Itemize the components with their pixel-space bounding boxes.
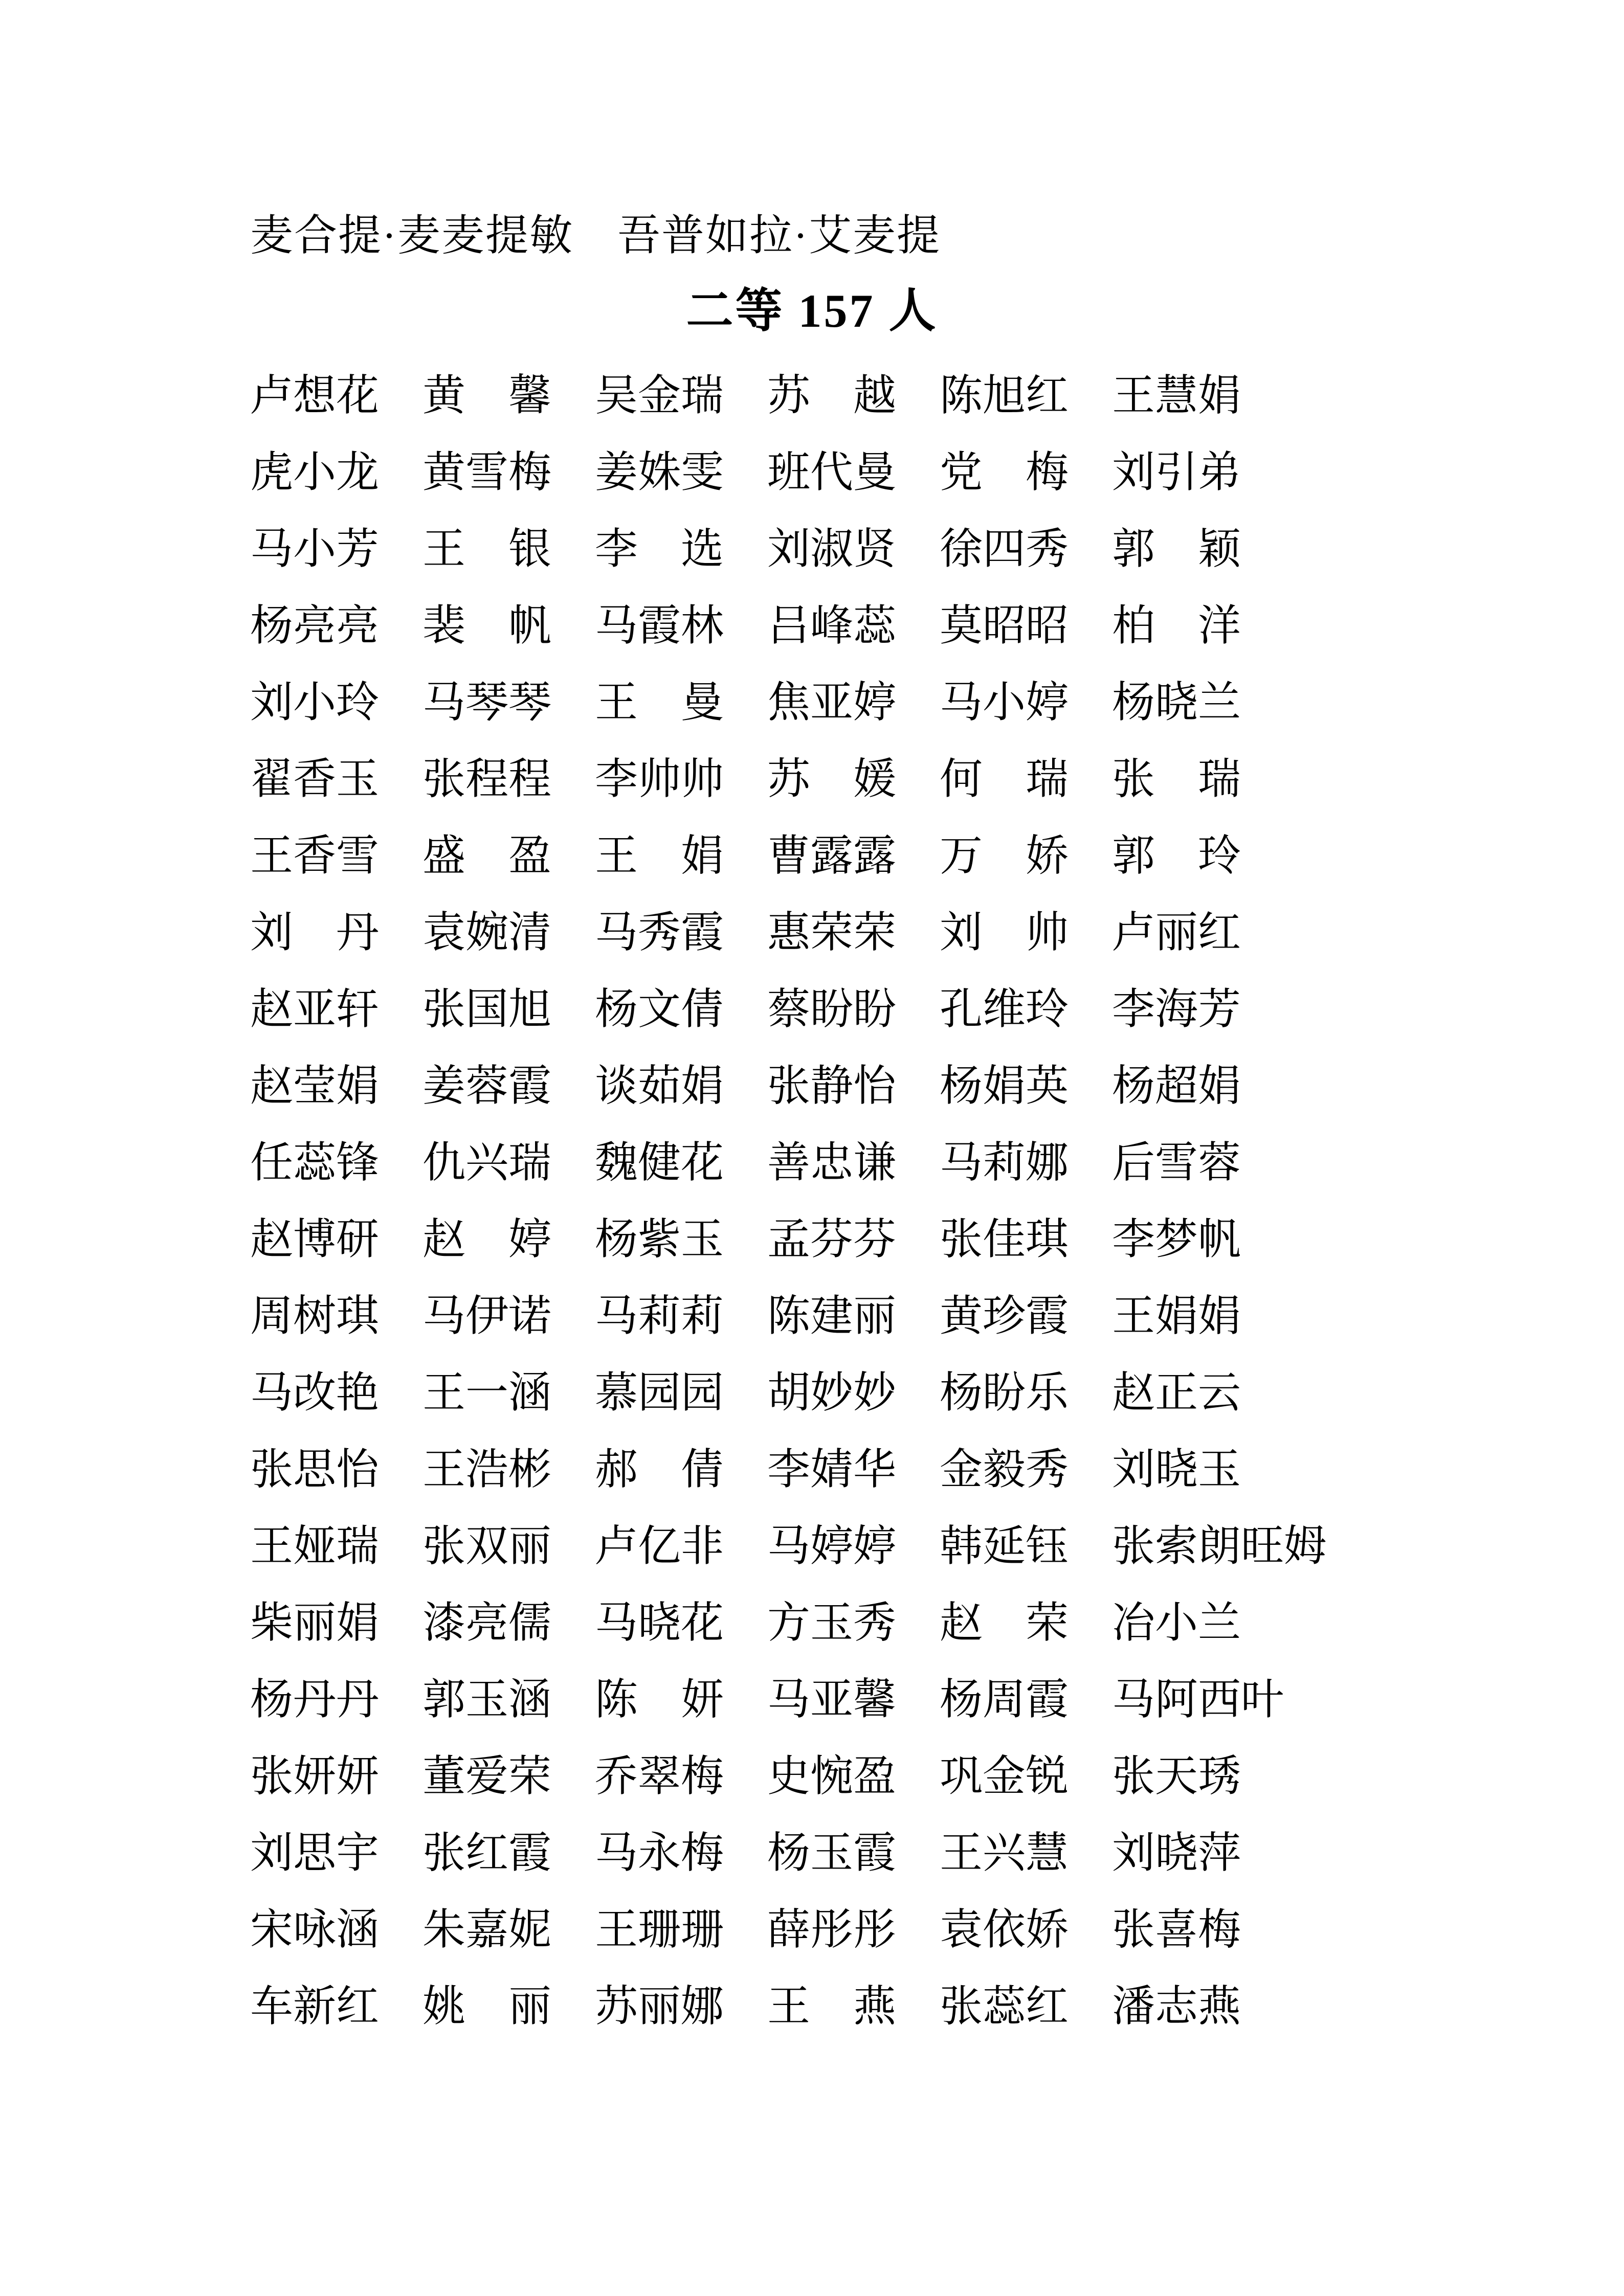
person-name: 任蕊锋 <box>250 1139 380 1187</box>
person-name: 杨超娟 <box>1112 1063 1241 1110</box>
person-name: 王娟娟 <box>1112 1293 1241 1340</box>
person-name: 黄雪梅 <box>422 449 552 497</box>
name-row <box>250 1355 1624 1432</box>
person-name: 党 梅 <box>940 449 1069 497</box>
person-name: 马改艳 <box>250 1369 380 1417</box>
person-name: 赵 荣 <box>940 1600 1069 1647</box>
person-name: 姜姝雯 <box>595 449 724 497</box>
name-row <box>250 1509 1624 1585</box>
name-row <box>250 1969 1624 2045</box>
person-name: 王一涵 <box>422 1369 552 1417</box>
person-name: 赵 婷 <box>422 1216 552 1264</box>
person-name: 王香雪 <box>250 832 380 880</box>
name-row <box>250 358 1624 435</box>
person-name: 刘小玲 <box>250 679 380 727</box>
name-row <box>250 1125 1624 1202</box>
person-name: 马莉莉 <box>595 1293 724 1340</box>
person-name: 刘晓萍 <box>1112 1830 1241 1877</box>
person-name: 苏 媛 <box>767 756 897 803</box>
person-name: 杨紫玉 <box>595 1216 724 1264</box>
person-name: 陈 妍 <box>595 1676 724 1724</box>
person-name: 仇兴瑞 <box>422 1139 552 1187</box>
person-name: 杨娟英 <box>940 1063 1069 1110</box>
person-name: 潘志燕 <box>1112 1983 1241 2031</box>
person-name: 马秀霞 <box>595 909 724 957</box>
person-name: 柴丽娟 <box>250 1600 380 1647</box>
name-row <box>250 511 1624 588</box>
person-name: 郭 玲 <box>1112 832 1241 880</box>
person-name: 朱嘉妮 <box>422 1906 552 1954</box>
person-name: 张喜梅 <box>1112 1906 1241 1954</box>
name-row <box>250 1739 1624 1815</box>
person-name: 卢丽红 <box>1112 909 1241 957</box>
header-names-line: 麦合提·麦麦提敏 吾普如拉·艾麦提 <box>250 212 941 260</box>
person-name: 卢想花 <box>250 372 380 420</box>
person-name: 陈建丽 <box>767 1293 897 1340</box>
person-name: 赵亚轩 <box>250 986 380 1033</box>
person-name: 孟芬芬 <box>767 1216 897 1264</box>
person-name: 刘思宇 <box>250 1830 380 1877</box>
person-name: 张 瑞 <box>1112 756 1241 803</box>
person-name: 张佳琪 <box>940 1216 1069 1264</box>
person-name: 惠荣荣 <box>767 909 897 957</box>
person-name: 郝 倩 <box>595 1446 724 1494</box>
person-name: 谈茹娟 <box>595 1063 724 1110</box>
person-name: 万 娇 <box>940 832 1069 880</box>
person-name: 马霞林 <box>595 602 724 650</box>
person-name: 刘晓玉 <box>1112 1446 1241 1494</box>
person-name: 后雪蓉 <box>1112 1139 1241 1187</box>
person-name: 冶小兰 <box>1112 1600 1241 1647</box>
person-name: 金毅秀 <box>940 1446 1069 1494</box>
person-name: 姜蓉霞 <box>422 1063 552 1110</box>
person-name: 王珊珊 <box>595 1906 724 1954</box>
person-name: 陈旭红 <box>940 372 1069 420</box>
person-name: 王兴慧 <box>940 1830 1069 1877</box>
person-name: 黄 馨 <box>422 372 552 420</box>
name-row <box>250 1278 1624 1355</box>
person-name: 杨盼乐 <box>940 1369 1069 1417</box>
person-name: 马亚馨 <box>767 1676 897 1724</box>
person-name: 王娅瑞 <box>250 1523 380 1570</box>
person-name: 徐四秀 <box>940 526 1069 573</box>
person-name: 方玉秀 <box>767 1600 897 1647</box>
person-name: 赵正云 <box>1112 1369 1241 1417</box>
person-name: 马莉娜 <box>940 1139 1069 1187</box>
person-name: 曹露露 <box>767 832 897 880</box>
name-row <box>250 665 1624 741</box>
person-name: 袁依娇 <box>940 1906 1069 1954</box>
person-name: 漆亮儒 <box>422 1600 552 1647</box>
person-name: 马伊诺 <box>422 1293 552 1340</box>
person-name: 李梦帆 <box>1112 1216 1241 1264</box>
person-name: 车新红 <box>250 1983 380 2031</box>
person-name: 郭玉涵 <box>422 1676 552 1724</box>
person-name: 翟香玉 <box>250 756 380 803</box>
name-row <box>250 741 1624 818</box>
person-name: 莫昭昭 <box>940 602 1069 650</box>
person-name: 班代曼 <box>767 449 897 497</box>
person-name: 马婷婷 <box>767 1523 897 1570</box>
name-row <box>250 1585 1624 1662</box>
person-name: 郭 颖 <box>1112 526 1241 573</box>
person-name: 李婧华 <box>767 1446 897 1494</box>
person-name: 韩延钰 <box>940 1523 1069 1570</box>
name-row <box>250 1662 1624 1739</box>
person-name: 张静怡 <box>767 1063 897 1110</box>
person-name: 杨晓兰 <box>1112 679 1241 727</box>
person-name: 张妍妍 <box>250 1753 380 1800</box>
person-name: 王 娟 <box>595 832 724 880</box>
person-name: 马小婷 <box>940 679 1069 727</box>
person-name: 姚 丽 <box>422 1983 552 2031</box>
person-name: 张蕊红 <box>940 1983 1069 2031</box>
person-name: 慕园园 <box>595 1369 724 1417</box>
name-row <box>250 972 1624 1048</box>
person-name: 王 银 <box>422 526 552 573</box>
name-row <box>250 435 1624 511</box>
person-name: 王 燕 <box>767 1983 897 2031</box>
person-name: 吴金瑞 <box>595 372 724 420</box>
person-name: 刘淑贤 <box>767 526 897 573</box>
person-name: 焦亚婷 <box>767 679 897 727</box>
person-name: 刘引弟 <box>1112 449 1241 497</box>
name-row <box>250 1815 1624 1892</box>
person-name: 张双丽 <box>422 1523 552 1570</box>
person-name: 乔翠梅 <box>595 1753 724 1800</box>
person-name: 卢亿非 <box>595 1523 724 1570</box>
names-grid <box>250 358 1624 2045</box>
name-row <box>250 588 1624 665</box>
name-row <box>250 1892 1624 1969</box>
person-name: 袁婉清 <box>422 909 552 957</box>
person-name: 王浩彬 <box>422 1446 552 1494</box>
person-name: 蔡盼盼 <box>767 986 897 1033</box>
person-name: 巩金锐 <box>940 1753 1069 1800</box>
person-name: 马晓花 <box>595 1600 724 1647</box>
person-name: 刘 帅 <box>940 909 1069 957</box>
person-name: 苏 越 <box>767 372 897 420</box>
person-name: 张索朗旺姆 <box>1112 1523 1327 1570</box>
person-name: 杨亮亮 <box>250 602 380 650</box>
person-name: 李 选 <box>595 526 724 573</box>
person-name: 薛彤彤 <box>767 1906 897 1954</box>
person-name: 何 瑞 <box>940 756 1069 803</box>
person-name: 张程程 <box>422 756 552 803</box>
person-name: 杨文倩 <box>595 986 724 1033</box>
person-name: 杨丹丹 <box>250 1676 380 1724</box>
person-name: 黄珍霞 <box>940 1293 1069 1340</box>
name-row <box>250 1048 1624 1125</box>
person-name: 李海芳 <box>1112 986 1241 1033</box>
person-name: 王慧娟 <box>1112 372 1241 420</box>
person-name: 杨玉霞 <box>767 1830 897 1877</box>
person-name: 董爱荣 <box>422 1753 552 1800</box>
person-name: 裴 帆 <box>422 602 552 650</box>
name-row <box>250 1202 1624 1278</box>
section-title: 二等 157 人 <box>686 285 938 337</box>
person-name: 张天琇 <box>1112 1753 1241 1800</box>
person-name: 马阿西叶 <box>1112 1676 1284 1724</box>
person-name: 宋咏涵 <box>250 1906 380 1954</box>
person-name: 柏 洋 <box>1112 602 1241 650</box>
person-name: 周树琪 <box>250 1293 380 1340</box>
person-name: 魏健花 <box>595 1139 724 1187</box>
person-name: 虎小龙 <box>250 449 380 497</box>
person-name: 杨周霞 <box>940 1676 1069 1724</box>
person-name: 王 曼 <box>595 679 724 727</box>
person-name: 张红霞 <box>422 1830 552 1877</box>
person-name: 吕峰蕊 <box>767 602 897 650</box>
person-name: 赵莹娟 <box>250 1063 380 1110</box>
person-name: 孔维玲 <box>940 986 1069 1033</box>
person-name: 盛 盈 <box>422 832 552 880</box>
name-row <box>250 818 1624 895</box>
person-name: 赵博研 <box>250 1216 380 1264</box>
person-name: 张国旭 <box>422 986 552 1033</box>
person-name: 李帅帅 <box>595 756 724 803</box>
person-name: 刘 丹 <box>250 909 380 957</box>
person-name: 马琴琴 <box>422 679 552 727</box>
person-name: 苏丽娜 <box>595 1983 724 2031</box>
person-name: 马永梅 <box>595 1830 724 1877</box>
person-name: 胡妙妙 <box>767 1369 897 1417</box>
person-name: 善忠谦 <box>767 1139 897 1187</box>
person-name: 张思怡 <box>250 1446 380 1494</box>
name-row <box>250 895 1624 972</box>
person-name: 马小芳 <box>250 526 380 573</box>
name-row <box>250 1432 1624 1509</box>
person-name: 史惋盈 <box>767 1753 897 1800</box>
